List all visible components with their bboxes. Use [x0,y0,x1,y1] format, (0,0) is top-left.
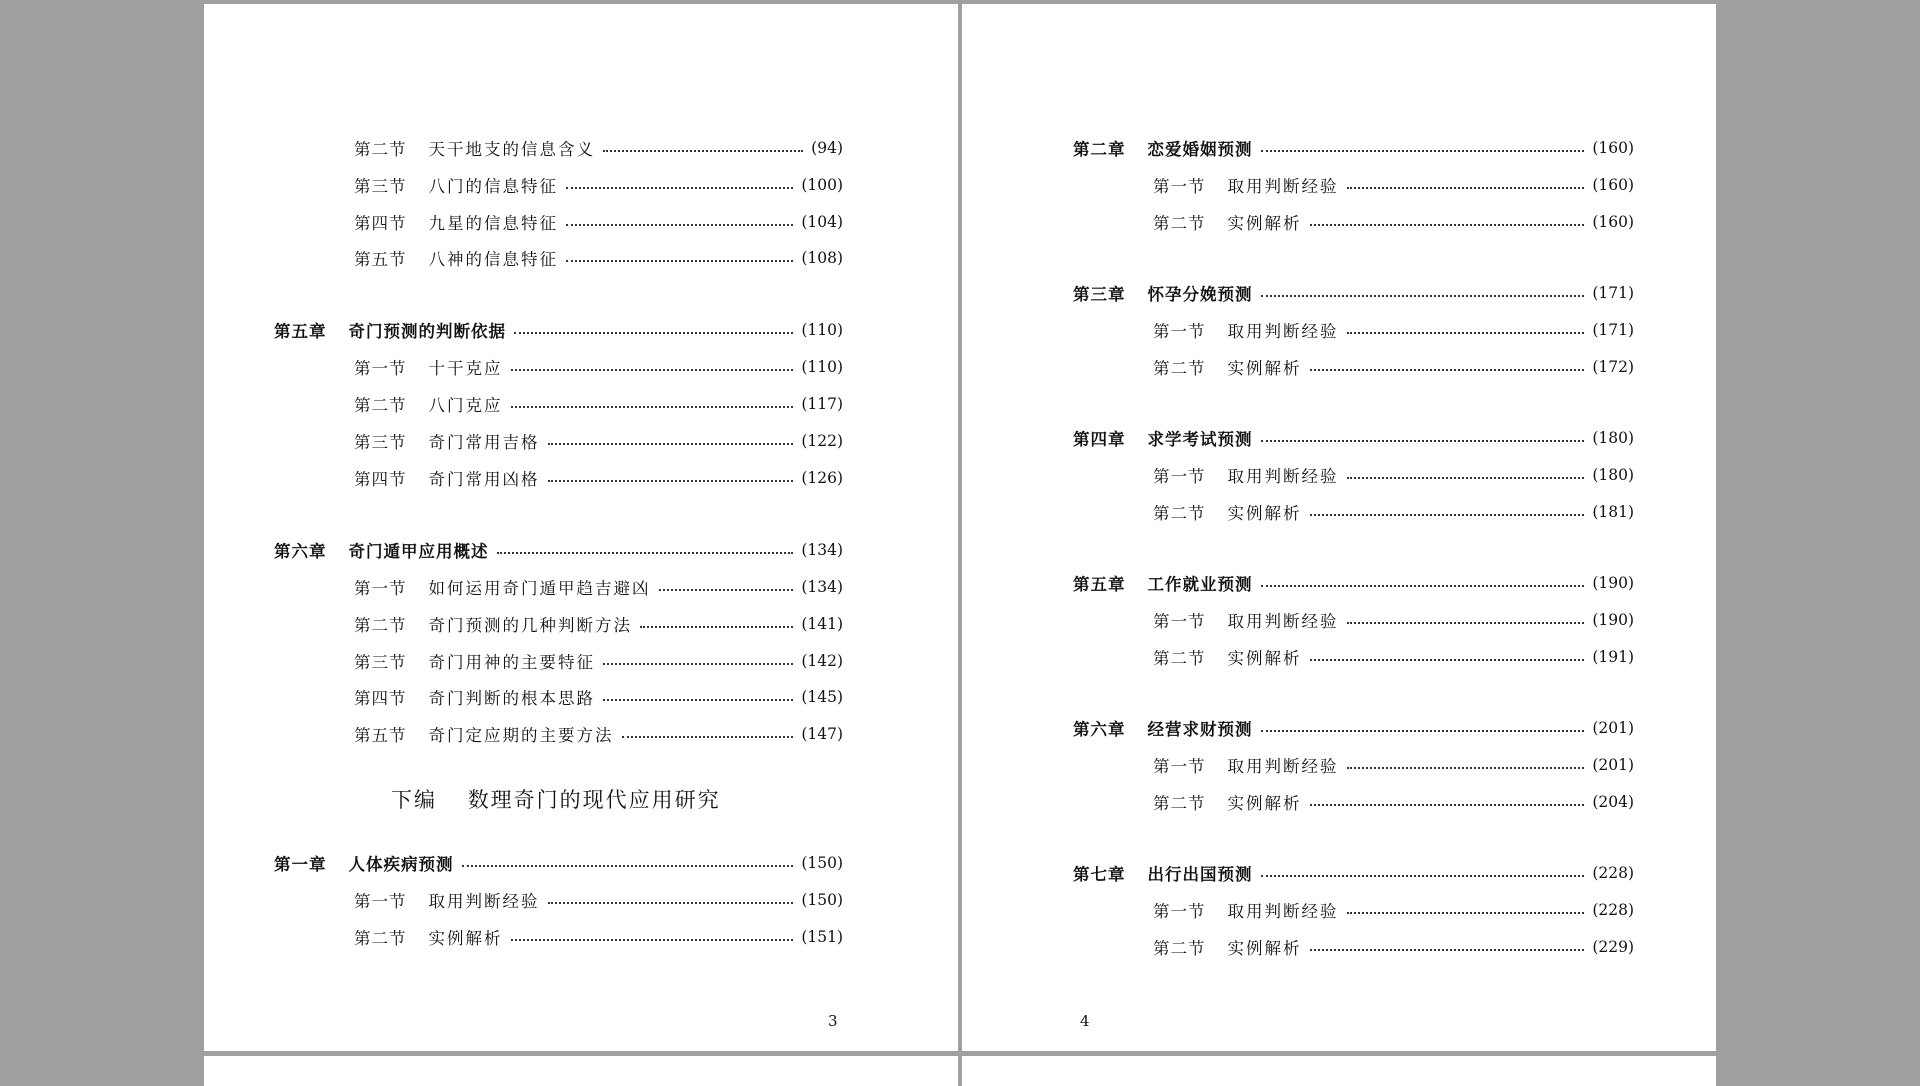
toc-entry-title: 工作就业预测 [1147,575,1253,594]
toc-section-entry [1153,789,1634,815]
toc-entry-title: 奇门常用凶格 [428,470,540,489]
dot-leader [497,552,794,554]
right-page [962,4,1716,1051]
toc-entry-title: 实例解析 [1227,794,1302,813]
toc-entry-title: 实例解析 [1227,649,1302,668]
toc-section-entry [1153,897,1634,923]
dot-leader [1347,767,1585,769]
toc-entry-title: 奇门判断的根本思路 [428,689,595,708]
toc-entry-page: (110) [801,321,843,339]
toc-entry-label: 第二节 [354,140,407,159]
toc-entry-page: (147) [801,725,843,743]
toc-entry-title: 取用判断经验 [428,892,540,911]
toc-entry-page: (134) [801,578,843,596]
toc-entry-page: (204) [1592,793,1634,811]
toc-entry-label: 第四节 [354,470,407,489]
toc-entry-page: (171) [1592,321,1634,339]
toc-entry-label: 第一节 [354,892,407,911]
toc-entry-page: (142) [801,652,843,670]
toc-section-entry [354,648,843,674]
toc-entry-label: 第六章 [1073,720,1126,739]
toc-entry-label: 第二节 [1153,649,1206,668]
toc-entry-title: 取用判断经验 [1227,467,1339,486]
dot-leader [1347,622,1585,624]
toc-section-entry [354,465,843,491]
toc-entry-label: 第五节 [354,250,407,269]
toc-entry-label: 第五章 [274,322,327,341]
dot-leader [514,332,793,334]
toc-entry-title: 恋爱婚姻预测 [1147,140,1253,159]
toc-entry-label: 第一节 [354,359,407,378]
toc-entry-label: 第一节 [354,579,407,598]
dot-leader [1347,332,1585,334]
dot-leader [511,369,794,371]
toc-section-entry [1153,172,1634,198]
toc-entry-label: 第四节 [354,214,407,233]
toc-section-entry [354,391,843,417]
toc-entry-label: 第五章 [1073,575,1126,594]
dot-leader [1347,187,1585,189]
toc-entry-title: 取用判断经验 [1227,757,1339,776]
toc-entry-title: 怀孕分娩预测 [1147,285,1253,304]
toc-entry-title: 九星的信息特征 [428,214,558,233]
toc-entry-label: 第四章 [1073,430,1126,449]
toc-entry-label: 第二节 [1153,939,1206,958]
toc-entry-page: (229) [1592,938,1634,956]
toc-chapter-entry [1073,425,1634,451]
left-page [204,4,958,1051]
toc-section-entry [1153,607,1634,633]
toc-entry-label: 第一节 [1153,467,1206,486]
dot-leader [1310,514,1585,516]
toc-entry-page: (104) [801,213,843,231]
dot-leader [659,589,794,591]
toc-entry-label: 第五节 [354,726,407,745]
toc-entry-title: 奇门遁甲应用概述 [348,542,489,561]
toc-entry-page: (171) [1592,284,1634,302]
dot-leader [548,902,794,904]
toc-entry-title: 八门克应 [428,396,503,415]
toc-section-entry [1153,934,1634,960]
toc-entry-title: 取用判断经验 [1227,612,1339,631]
dot-leader [548,443,794,445]
toc-entry-label: 第六章 [274,542,327,561]
page-number-left: 3 [828,1012,838,1030]
dot-leader [1310,949,1585,951]
toc-entry-label: 第四节 [354,689,407,708]
toc-entry-page: (191) [1592,648,1634,666]
toc-entry-title: 经营求财预测 [1147,720,1253,739]
toc-entry-label: 第二节 [1153,504,1206,523]
toc-entry-title: 实例解析 [1227,214,1302,233]
toc-chapter-entry [1073,570,1634,596]
dot-leader [1261,440,1585,442]
dot-leader [548,480,794,482]
toc-entry-page: (108) [801,249,843,267]
toc-section-entry [1153,462,1634,488]
toc-entry-page: (190) [1592,611,1634,629]
toc-section-entry [1153,499,1634,525]
toc-entry-label: 第三章 [1073,285,1126,304]
dot-leader [603,699,793,701]
dot-leader [1261,730,1585,732]
toc-entry-label: 第二节 [1153,794,1206,813]
toc-entry-label: 第一章 [274,855,327,874]
toc-entry-page: (141) [801,615,843,633]
toc-chapter-entry [274,537,843,563]
toc-entry-label: 第三节 [354,177,407,196]
toc-section-entry [354,721,843,747]
dot-leader [566,224,793,226]
dot-leader [1310,224,1585,226]
toc-entry-page: (150) [801,854,843,872]
toc-entry-page: (150) [801,891,843,909]
toc-entry-page: (134) [801,541,843,559]
toc-section-entry [1153,354,1634,380]
toc-entry-title: 取用判断经验 [1227,902,1339,921]
next-page-right-edge [962,1056,1716,1086]
toc-section-entry [354,135,843,161]
toc-entry-title: 出行出国预测 [1147,865,1253,884]
dot-leader [566,187,793,189]
part-heading-label: 下编 [391,788,437,812]
toc-section-entry [354,611,843,637]
dot-leader [1310,659,1585,661]
toc-entry-page: (100) [801,176,843,194]
toc-entry-title: 取用判断经验 [1227,177,1339,196]
toc-entry-page: (180) [1592,429,1634,447]
toc-entry-page: (126) [801,469,843,487]
toc-entry-title: 实例解析 [1227,504,1302,523]
toc-entry-page: (94) [811,139,843,157]
toc-section-entry [354,354,843,380]
toc-section-entry [354,172,843,198]
dot-leader [1261,295,1585,297]
toc-entry-label: 第三节 [354,653,407,672]
dot-leader [1347,477,1585,479]
toc-entry-page: (160) [1592,139,1634,157]
toc-entry-title: 奇门预测的判断依据 [348,322,506,341]
toc-entry-label: 第三节 [354,433,407,452]
toc-entry-title: 天干地支的信息含义 [428,140,595,159]
dot-leader [622,736,794,738]
toc-entry-title: 求学考试预测 [1147,430,1253,449]
dot-leader [640,626,793,628]
dot-leader [1310,369,1585,371]
page-number-right: 4 [1080,1012,1090,1030]
toc-section-entry [354,574,843,600]
toc-section-entry [354,209,843,235]
toc-entry-title: 十干克应 [428,359,503,378]
toc-entry-page: (172) [1592,358,1634,376]
toc-section-entry [354,887,843,913]
toc-entry-title: 奇门用神的主要特征 [428,653,595,672]
toc-entry-title: 奇门定应期的主要方法 [428,726,614,745]
part-heading [391,784,721,814]
toc-entry-label: 第二节 [354,616,407,635]
dot-leader [462,865,794,867]
toc-chapter-entry [1073,280,1634,306]
toc-entry-label: 第二章 [1073,140,1126,159]
toc-section-entry [1153,752,1634,778]
dot-leader [1261,150,1585,152]
toc-chapter-entry [274,850,843,876]
toc-entry-label: 第一节 [1153,322,1206,341]
dot-leader [603,150,803,152]
toc-entry-title: 实例解析 [428,929,503,948]
toc-entry-title: 如何运用奇门遁甲趋吉避凶 [428,579,651,598]
toc-entry-label: 第一节 [1153,177,1206,196]
dot-leader [1261,585,1585,587]
toc-entry-page: (228) [1592,901,1634,919]
dot-leader [511,939,794,941]
toc-entry-page: (117) [801,395,843,413]
toc-entry-label: 第二节 [354,396,407,415]
toc-entry-page: (151) [801,928,843,946]
toc-section-entry [354,684,843,710]
toc-entry-title: 实例解析 [1227,939,1302,958]
toc-entry-page: (160) [1592,176,1634,194]
toc-section-entry [1153,644,1634,670]
dot-leader [1347,912,1585,914]
toc-section-entry [354,924,843,950]
toc-entry-label: 第二节 [1153,359,1206,378]
dot-leader [603,663,793,665]
toc-chapter-entry [1073,860,1634,886]
toc-chapter-entry [1073,135,1634,161]
toc-section-entry [354,428,843,454]
toc-entry-page: (145) [801,688,843,706]
toc-entry-page: (160) [1592,213,1634,231]
toc-section-entry [354,245,843,271]
toc-entry-page: (201) [1592,719,1634,737]
toc-entry-page: (228) [1592,864,1634,882]
toc-entry-title: 奇门常用吉格 [428,433,540,452]
toc-entry-title: 八门的信息特征 [428,177,558,196]
toc-entry-page: (180) [1592,466,1634,484]
toc-chapter-entry [274,317,843,343]
dot-leader [566,260,793,262]
toc-entry-label: 第一节 [1153,757,1206,776]
toc-entry-label: 第七章 [1073,865,1126,884]
toc-entry-page: (110) [801,358,843,376]
toc-entry-label: 第一节 [1153,612,1206,631]
toc-entry-page: (122) [801,432,843,450]
dot-leader [511,406,794,408]
toc-entry-label: 第二节 [354,929,407,948]
dot-leader [1261,875,1585,877]
toc-entry-title: 实例解析 [1227,359,1302,378]
dot-leader [1310,804,1585,806]
toc-entry-title: 人体疾病预测 [348,855,454,874]
toc-section-entry [1153,209,1634,235]
toc-entry-page: (190) [1592,574,1634,592]
toc-section-entry [1153,317,1634,343]
toc-entry-page: (201) [1592,756,1634,774]
next-page-left-edge [204,1056,958,1086]
toc-entry-label: 第二节 [1153,214,1206,233]
toc-entry-title: 奇门预测的几种判断方法 [428,616,632,635]
toc-entry-title: 取用判断经验 [1227,322,1339,341]
toc-entry-title: 八神的信息特征 [428,250,558,269]
part-heading-title: 数理奇门的现代应用研究 [467,788,721,812]
toc-entry-label: 第一节 [1153,902,1206,921]
toc-entry-page: (181) [1592,503,1634,521]
toc-chapter-entry [1073,715,1634,741]
